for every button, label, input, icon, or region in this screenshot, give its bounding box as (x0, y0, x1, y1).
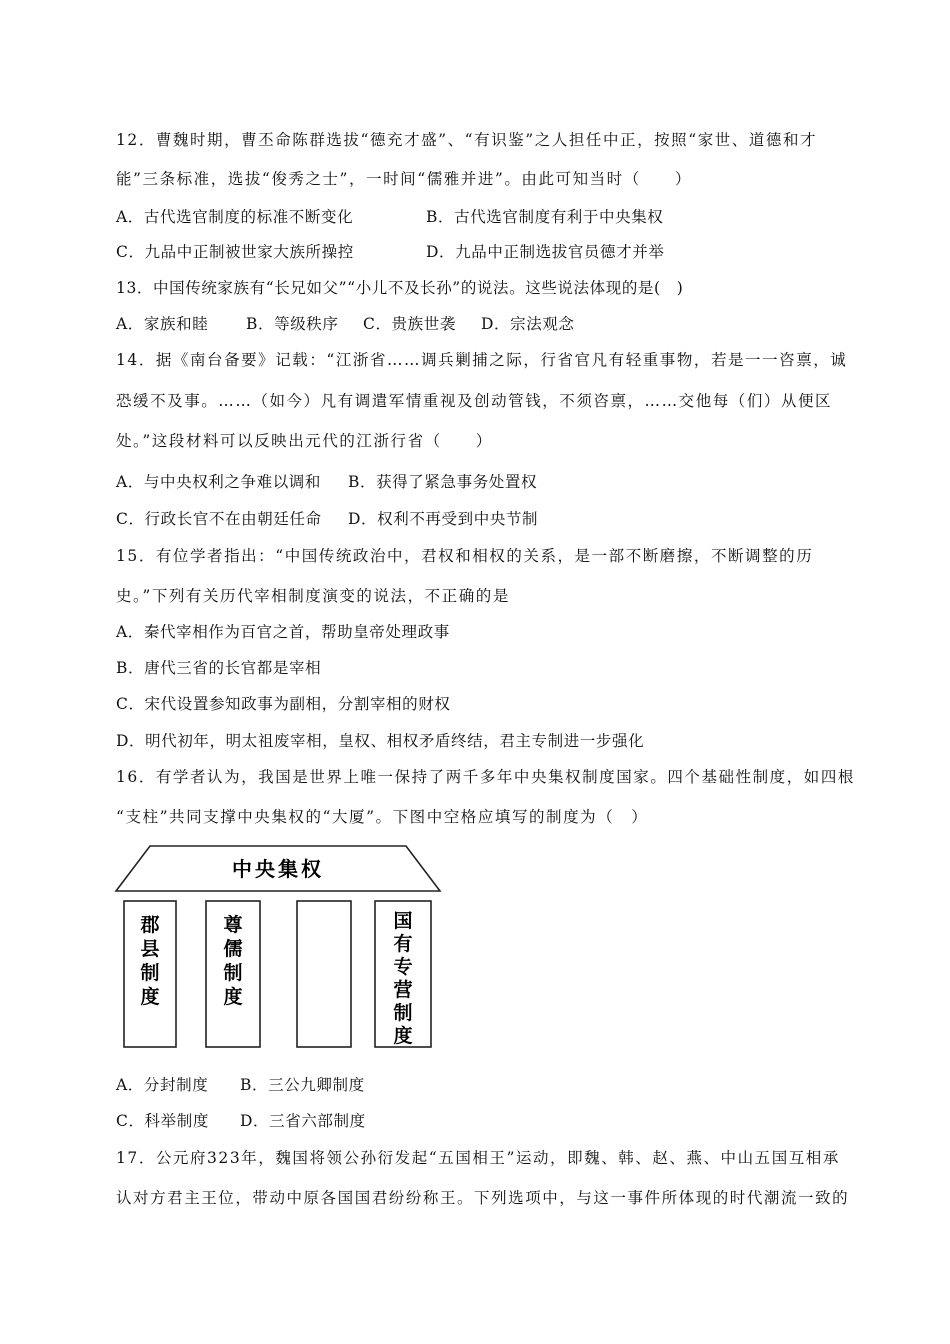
pillar-3-blank (297, 901, 351, 1047)
pillar-4-char-2: 有 (393, 933, 413, 955)
q15-stem-line-2: 史。”下列有关历代宰相制度演变的说法，不正确的是 (116, 587, 510, 605)
pillar-4-char-1: 国 (393, 910, 413, 932)
pillar-1-char-3: 制 (140, 962, 160, 984)
pillar-2-char-1: 尊 (223, 914, 243, 936)
pillar-2-char-4: 度 (223, 986, 243, 1008)
q15-option-d: D．明代初年，明太祖废宰相，皇权、相权矛盾终结，君主专制进一步强化 (116, 732, 645, 750)
q16-option-a: A．分封制度 (116, 1076, 209, 1094)
q16-stem-line-2: “支柱”共同支撑中央集权的“大厦”。下图中空格应填写的制度为（ ） (116, 808, 649, 826)
q15-stem-line-1: 15．有位学者指出：“中国传统政治中，君权和相权的关系，是一部不断磨擦，不断调整的历 (116, 547, 814, 565)
pillar-1-char-1: 郡 (140, 914, 160, 936)
q14-stem-line-3: 处。”这段材料可以反映出元代的江浙行省（ ） (116, 432, 493, 450)
pillar-1-char-2: 县 (140, 938, 160, 960)
q12-option-a: A．古代选官制度的标准不断变化 (116, 208, 354, 226)
pillar-4-char-3: 专 (393, 956, 413, 978)
q14-stem-line-1: 14．据《南台备要》记载：“江浙省……调兵剿捕之际，行省官凡有轻重事物，若是一一咨禀，诚 (116, 351, 848, 369)
q13-stem: 13．中国传统家族有“长兄如父”“小儿不及长孙”的说法。这些说法体现的是( ) (116, 279, 684, 297)
pillar-2-char-2: 儒 (223, 938, 243, 960)
q17-stem-line-2: 认对方君主王位，带动中原各国国君纷纷称王。下列选项中，与这一事件所体现的时代潮流一致的 (116, 1189, 850, 1207)
q14-option-b: B．获得了紧急事务处置权 (348, 473, 538, 491)
q12-stem-line-1: 12．曹魏时期，曹丕命陈群选拔“德充才盛”、“有识鉴”之人担任中正，按照“家世、道德和才 (116, 131, 818, 149)
q15-option-b: B．唐代三省的长官都是宰相 (116, 659, 322, 677)
q12-option-c: C．九品中正制被世家大族所操控 (116, 243, 354, 261)
q15-option-a: A．秦代宰相作为百官之首，帮助皇帝处理政事 (116, 623, 450, 641)
pillar-4-char-4: 营 (393, 979, 413, 1001)
q13-option-b: B．等级秩序 (246, 315, 339, 333)
q16-stem-line-1: 16．有学者认为，我国是世界上唯一保持了两千多年中央集权制度国家。四个基础性制度，如四根 (116, 768, 855, 786)
central-power-diagram (113, 843, 443, 1053)
q14-option-c: C．行政长官不在由朝廷任命 (116, 510, 322, 528)
roof-label: 中央集权 (232, 857, 324, 881)
q15-option-c: C．宋代设置参知政事为副相，分割宰相的财权 (116, 695, 451, 713)
q13-option-d: D．宗法观念 (481, 315, 575, 333)
q17-stem-line-1: 17．公元府323年，魏国将领公孙衍发起“五国相王”运动，即魏、韩、赵、燕、中山五国互相承 (116, 1149, 840, 1167)
pillar-1-char-4: 度 (140, 986, 160, 1008)
q14-stem-line-2: 恐缓不及事。……（如今）凡有调遣军情重视及创动管钱，不须咨禀，……交他每（们）从便区 (116, 392, 833, 410)
q12-option-b: B．古代选官制度有利于中央集权 (426, 208, 664, 226)
q14-option-d: D．权利不再受到中央节制 (348, 510, 539, 528)
q12-option-d: D．九品中正制选拔官员德才并举 (426, 243, 665, 261)
pillar-4-char-6: 度 (393, 1025, 413, 1047)
q16-option-c: C．科举制度 (116, 1112, 209, 1130)
q16-option-b: B．三公九卿制度 (240, 1076, 365, 1094)
q16-option-d: D．三省六部制度 (240, 1112, 366, 1130)
q14-option-a: A．与中央权利之争难以调和 (116, 473, 321, 491)
q13-option-c: C．贵族世袭 (363, 315, 456, 333)
pillar-4-char-5: 制 (393, 1002, 413, 1024)
q12-stem-line-2: 能”三条标准，选拔“俊秀之士”，一时间“儒雅并进”。由此可知当时（ ） (116, 170, 692, 188)
q13-option-a: A．家族和睦 (116, 315, 209, 333)
pillar-2-char-3: 制 (223, 962, 243, 984)
